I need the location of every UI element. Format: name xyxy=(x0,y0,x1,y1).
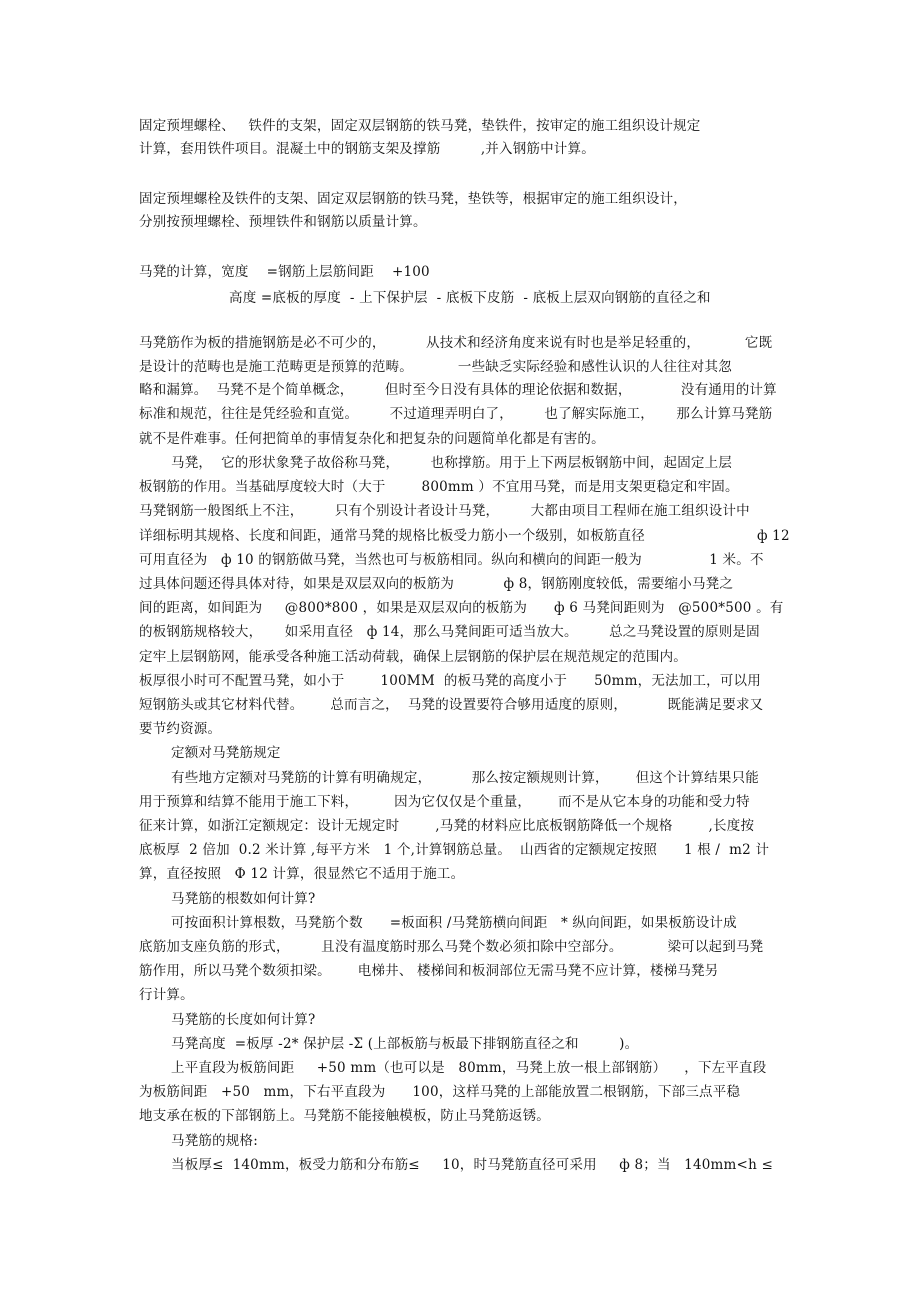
para2-line-2: 分别按预埋螺栓、预埋铁件和钢筋以质量计算。 xyxy=(139,214,427,230)
body-line: 地支承在板的下部钢筋上。马凳筋不能接触模板，防止马凳筋返锈。 xyxy=(139,1108,550,1124)
section-heading: 定额对马凳筋规定 xyxy=(171,745,281,761)
body-line: 过具体问题还得具体对待，如果是双层双向的板筋为 ф 8，钢筋刚度较低，需要缩小马凳之 xyxy=(139,576,734,592)
body-line: 标准和规范，往往是凭经验和直觉。 不过道理弄明白了， 也了解实际施工， 那么计算马凳筋 xyxy=(139,406,773,422)
body-line: 上平直段为板筋间距 +50 mm（也可以是 80mm，马凳上放一根上部钢筋） ，下左平直段 xyxy=(171,1060,767,1076)
body-line: 板钢筋的作用。当基础厚度较大时（大于 800mm ）不宜用马凳，而是用支架更稳定和牢固。 xyxy=(139,479,739,495)
body-line: 板厚很小时可不配置马凳，如小于 100MM 的板马凳的高度小于 50mm，无法加工，可以用 xyxy=(139,673,761,689)
body-line: 可用直径为 ф 10 的钢筋做马凳，当然也可与板筋相同。纵向和横向的间距一般为 1 米。不 xyxy=(139,552,764,568)
body-line: 要节约资源。 xyxy=(139,721,222,737)
body-line: 为板筋间距 +50 mm，下右平直段为 100，这样马凳的上部能放置二根钢筋，下部三点平稳 xyxy=(139,1084,741,1100)
body-line: 详细标明其规格、长度和间距，通常马凳的规格比板受力筋小一个级别，如板筋直径 ф 12 xyxy=(139,528,790,544)
body-line: 可按面积计算根数，马凳筋个数 =板面积 /马凳筋横向间距 * 纵向间距，如果板筋设计成 xyxy=(171,915,737,931)
body-line: 略和漏算。 马凳不是个简单概念， 但时至今日没有具体的理论依据和数据， 没有通用的计算 xyxy=(139,382,777,398)
formula-width: 马凳的计算，宽度 =钢筋上层筋间距 +100 xyxy=(139,264,430,280)
section-heading: 马凳筋的规格: xyxy=(171,1133,258,1149)
body-line: 行计算。 xyxy=(139,987,194,1003)
body-line: 筋作用，所以马凳个数须扣梁。 电梯井、 楼梯间和板洞部位无需马凳不应计算，楼梯马凳另 xyxy=(139,963,719,979)
body-line: 短钢筋头或其它材料代替。 总而言之， 马凳的设置要符合够用适度的原则， 既能满足要求又 xyxy=(139,697,764,713)
body-line: 间的距离，如间距为 @800*800 ，如果是双层双向的板筋为 ф 6 马凳间距则为 @500*500 。有 xyxy=(139,600,784,616)
section-heading: 马凳筋的长度如何计算? xyxy=(171,1012,316,1028)
body-line: 就不是件难事。任何把简单的事情复杂化和把复杂的问题简单化都是有害的。 xyxy=(139,431,605,447)
body-line: 马凳筋作为板的措施钢筋是必不可少的， 从技术和经济角度来说有时也是举足轻重的， 它既 xyxy=(139,335,773,351)
body-line: 马凳钢筋一般图纸上不注， 只有个别设计者设计马凳， 大都由项目工程师在施工组织设计中 xyxy=(139,503,750,519)
section-heading: 马凳筋的根数如何计算? xyxy=(171,891,316,907)
body-line: 算，直径按照 Φ 12 计算，很显然它不适用于施工。 xyxy=(139,866,465,882)
body-line: 底板厚 2 倍加 0.2 米计算 ,每平方米 1 个,计算钢筋总量。 山西省的定额规定按照 1 根 / m2 计 xyxy=(139,842,770,858)
body-line: 当板厚≤ 140mm，板受力筋和分布筋≤ 10，时马凳筋直径可采用 ф 8；当 140mm<h ≤ xyxy=(171,1157,773,1173)
body-line: 征来计算，如浙江定额规定：设计无规定时 ,马凳的材料应比底板钢筋降低一个规格 ,长度按 xyxy=(139,818,755,834)
para2-line-1: 固定预埋螺栓及铁件的支架、固定双层钢筋的铁马凳，垫铁等，根据审定的施工组织设计， xyxy=(139,191,687,207)
para1-line-1: 固定预埋螺栓、 铁件的支架，固定双层钢筋的铁马凳，垫铁件，按审定的施工组织设计规定 xyxy=(139,118,701,134)
body-line: 用于预算和结算不能用于施工下料， 因为它仅仅是个重量， 而不是从它本身的功能和受力特 xyxy=(139,794,750,810)
body-line: 定牢上层钢筋网，能承受各种施工活动荷载，确保上层钢筋的保护层在规范规定的范围内。 xyxy=(139,649,687,665)
body-line: 有些地方定额对马凳筋的计算有明确规定， 那么按定额规则计算， 但这个计算结果只能 xyxy=(171,770,759,786)
body-line: 是设计的范畴也是施工范畴更是预算的范畴。 一些缺乏实际经验和感性认识的人往往对其忽 xyxy=(139,359,732,375)
para1-line-2: 计算，套用铁件项目。混凝土中的钢筋支架及撑筋 ,并入钢筋中计算。 xyxy=(139,141,595,157)
body-line: 马凳高度 =板厚 -2* 保护层 -Σ (上部板筋与板最下排钢筋直径之和 )。 xyxy=(171,1036,639,1052)
body-line: 的板钢筋规格较大， 如采用直径 ф 14，那么马凳间距可适当放大。 总之马凳设置的原则是固 xyxy=(139,624,760,640)
body-line: 马凳， 它的形状象凳子故俗称马凳， 也称撑筋。用于上下两层板钢筋中间，起固定上层 xyxy=(171,455,733,471)
formula-height: 高度 =底板的厚度 - 上下保护层 - 底板下皮筋 - 底板上层双向钢筋的直径之和 xyxy=(229,290,711,306)
body-line: 底筋加支座负筋的形式， 且没有温度筋时那么马凳个数必须扣除中空部分。 梁可以起到马凳 xyxy=(139,939,764,955)
